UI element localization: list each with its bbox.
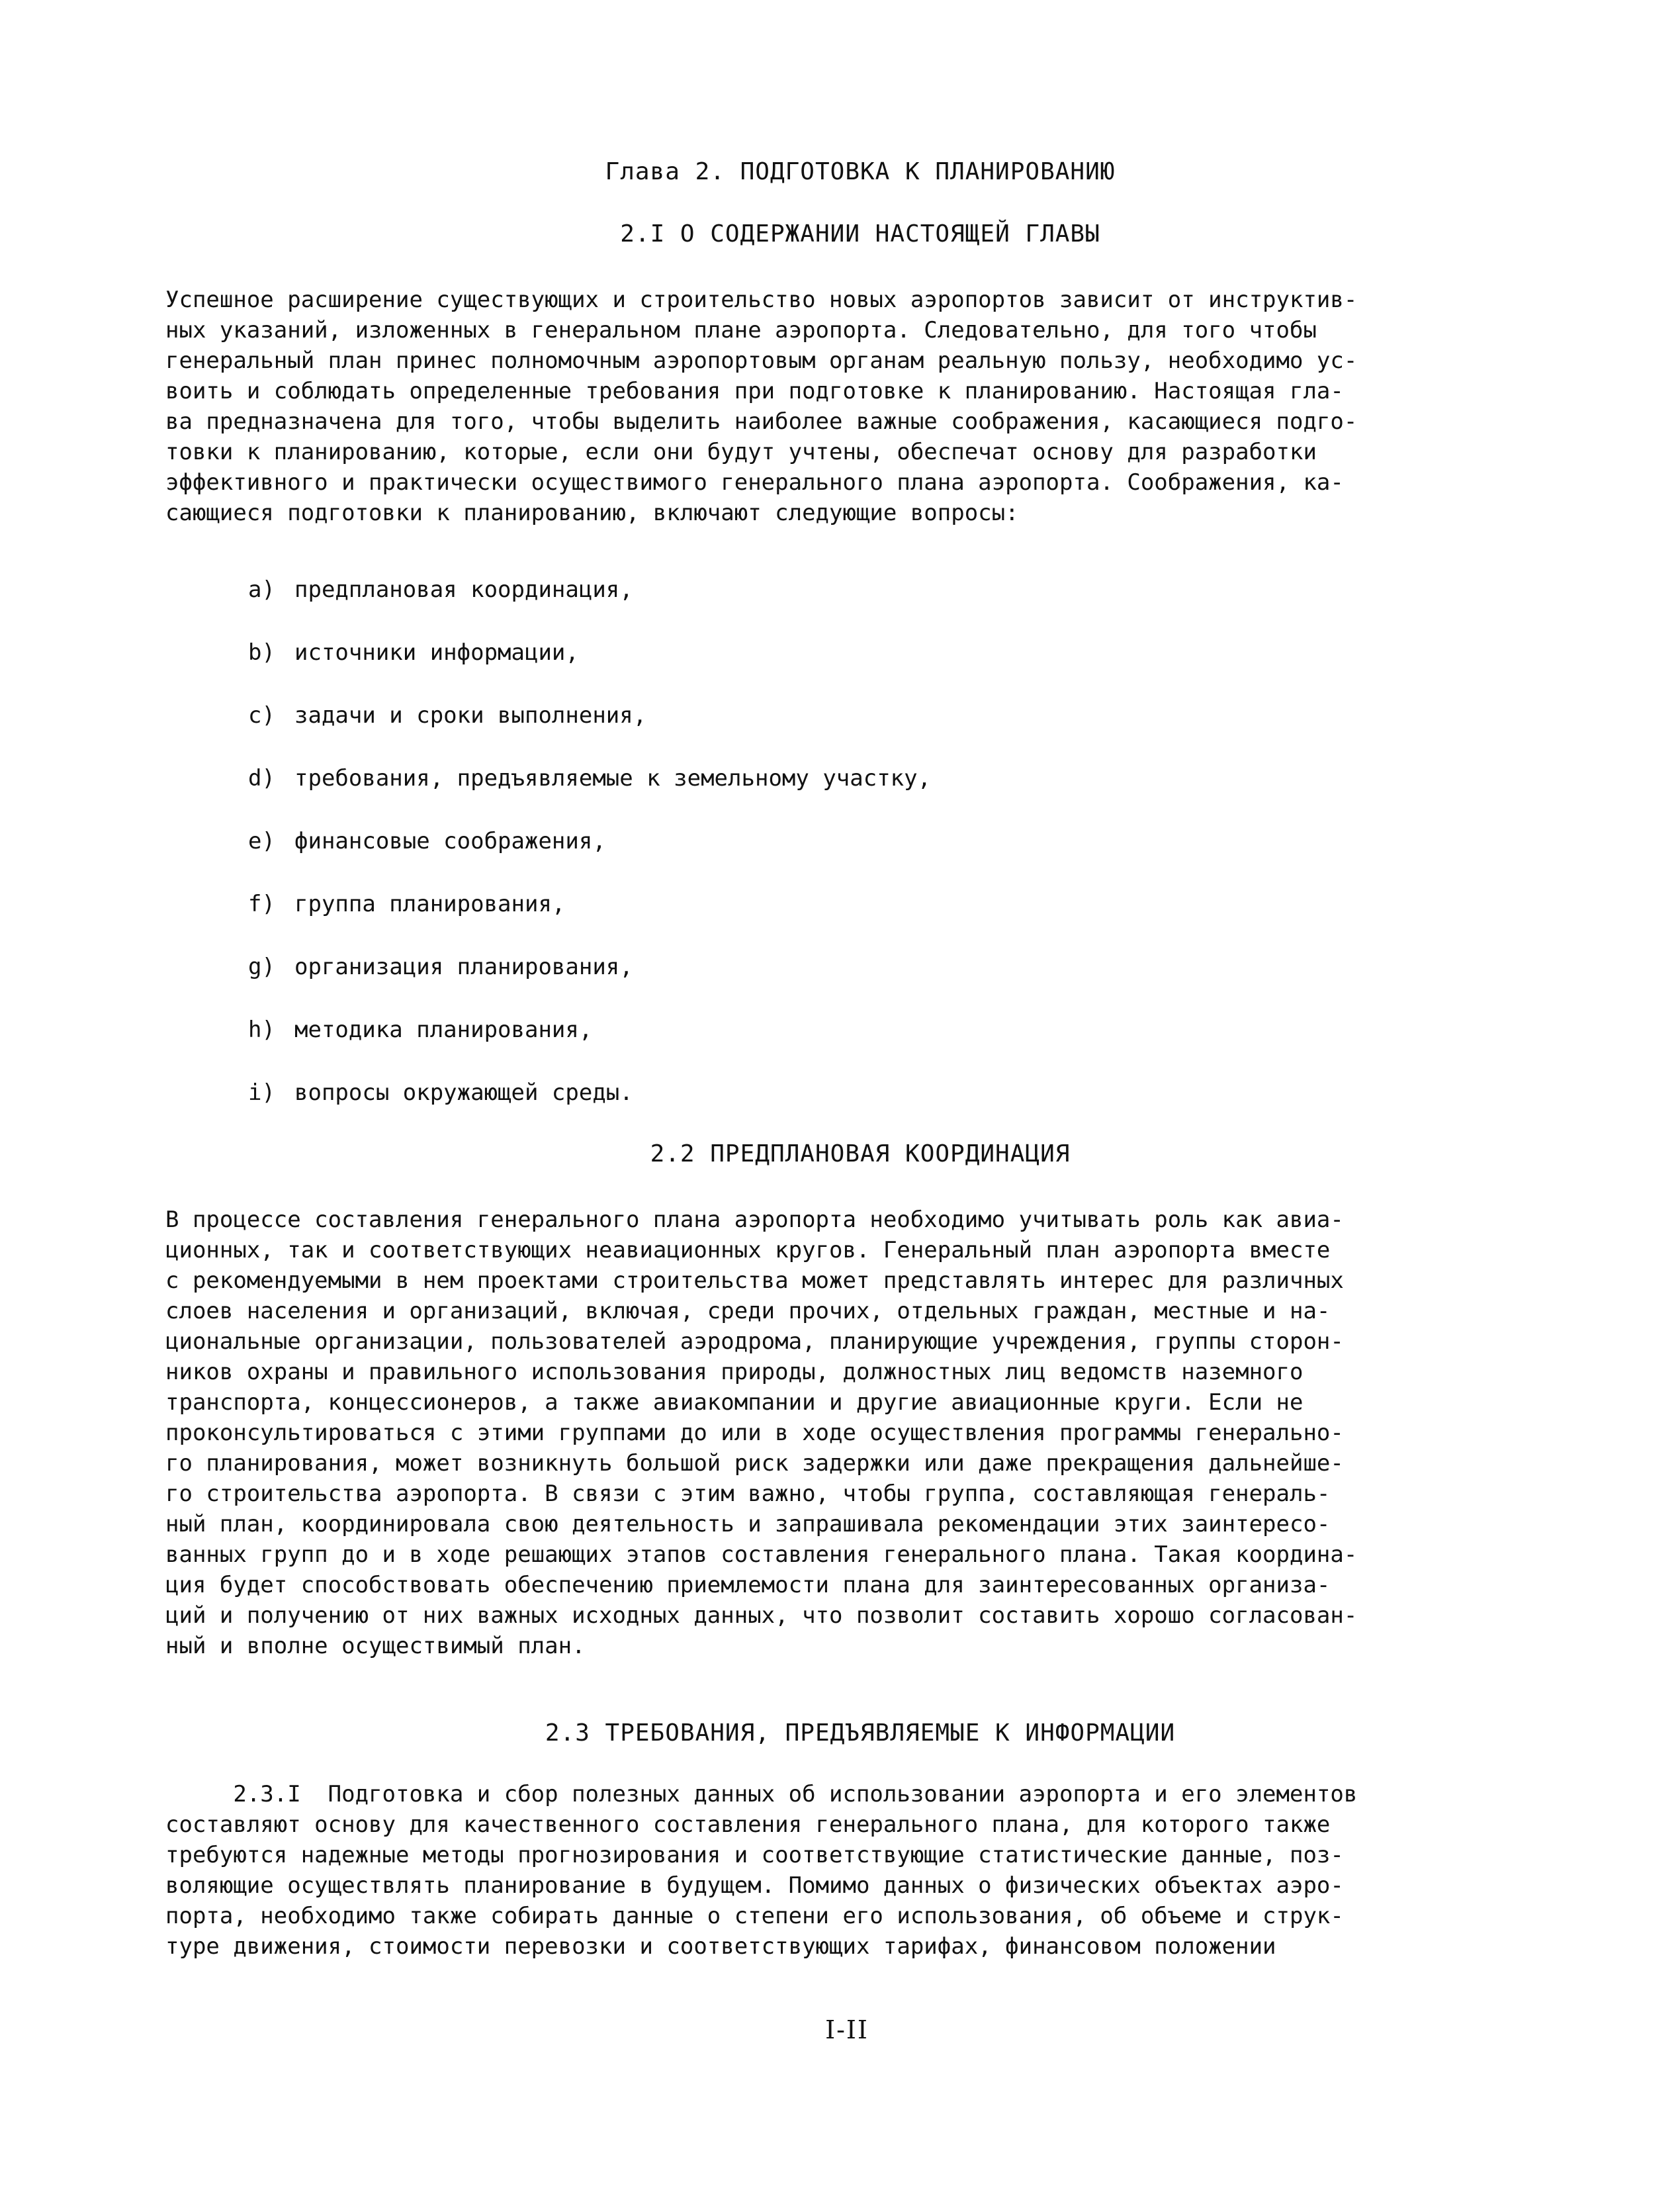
- list-item-text: вопросы окружающей среды.: [294, 1079, 633, 1106]
- paragraph-line: сающиеся подготовки к планированию, включают следующие вопросы:: [165, 500, 1019, 526]
- section-2-1-paragraph: [165, 285, 1575, 528]
- paragraph-line: ный план, координировала свою деятельность и запрашивала рекомендации этих заинтересо-: [165, 1511, 1331, 1537]
- list-item: [248, 637, 579, 668]
- section-2-2-title: 2.2 ПРЕДПЛАНОВАЯ КООРДИНАЦИЯ: [650, 1140, 1071, 1167]
- list-item: [248, 952, 633, 982]
- paragraph-line: транспорта, концессионеров, а также авиакомпании и другие авиационные круги. Если не: [165, 1389, 1304, 1416]
- list-marker: c): [248, 702, 275, 729]
- list-item-text: источники информации,: [294, 639, 579, 666]
- paragraph-line: требуются надежные методы прогнозирования и соответствующие статистические данные, поз-: [165, 1842, 1344, 1868]
- paragraph-line: с рекомендуемыми в нем проектами строительства может представлять интерес для различных: [165, 1267, 1344, 1294]
- paragraph-line: воляющие осуществлять планирование в будущем. Помимо данных о физических объектах аэро-: [165, 1872, 1344, 1899]
- list-item-text: предплановая координация,: [294, 576, 633, 603]
- list-marker: b): [248, 639, 275, 666]
- list-item-text: финансовые соображения,: [294, 828, 606, 854]
- list-item: [248, 889, 565, 919]
- list-item: [248, 1077, 633, 1108]
- list-item-text: методика планирования,: [294, 1017, 593, 1043]
- list-item: [248, 700, 646, 731]
- list-item-text: организация планирования,: [294, 954, 633, 980]
- list-marker: f): [248, 891, 275, 917]
- paragraph-line: Успешное расширение существующих и строительство новых аэропортов зависит от инструктив-: [165, 287, 1358, 313]
- list-marker: i): [248, 1079, 275, 1106]
- paragraph-line: ция будет способствовать обеспечению приемлемости плана для заинтересованных организа-: [165, 1572, 1331, 1598]
- list-item-text: группа планирования,: [294, 891, 566, 917]
- paragraph-line: воить и соблюдать определенные требования при подготовке к планированию. Настоящая гла-: [165, 378, 1344, 404]
- paragraph-line: эффективного и практически осуществимого генерального плана аэропорта. Соображения, ка-: [165, 469, 1344, 496]
- list-item: [248, 826, 606, 856]
- paragraph-line: ционных, так и соответствующих неавиационных кругов. Генеральный план аэропорта вместе: [165, 1237, 1331, 1263]
- list-marker: h): [248, 1017, 275, 1043]
- paragraph-line: ванных групп до и в ходе решающих этапов составления генерального плана. Такая координа-: [165, 1541, 1358, 1568]
- section-2-2-paragraph: [165, 1205, 1575, 1661]
- paragraph-line: го строительства аэропорта. В связи с этим важно, чтобы группа, составляющая генераль-: [165, 1481, 1331, 1507]
- list-item: [248, 574, 633, 605]
- list-marker: e): [248, 828, 275, 854]
- paragraph-line: составляют основу для качественного составления генерального плана, для которого также: [165, 1811, 1331, 1838]
- paragraph-line: ный и вполне осуществимый план.: [165, 1633, 586, 1659]
- paragraph-line: генеральный план принес полномочным аэропортовым органам реальную пользу, необходимо ус-: [165, 347, 1358, 374]
- section-2-1-title: 2.I О СОДЕРЖАНИИ НАСТОЯЩЕЙ ГЛАВЫ: [620, 220, 1100, 248]
- page-number: I-II: [825, 2015, 869, 2044]
- paragraph-line: ций и получению от них важных исходных данных, что позволит составить хорошо согласован-: [165, 1602, 1358, 1629]
- paragraph-line: туре движения, стоимости перевозки и соответствующих тарифах, финансовом положении: [165, 1933, 1276, 1960]
- paragraph-line: слоев населения и организаций, включая, среди прочих, отдельных граждан, местные и на-: [165, 1298, 1331, 1324]
- paragraph-line: ных указаний, изложенных в генеральном плане аэропорта. Следовательно, для того чтобы: [165, 317, 1317, 343]
- list-item: [248, 1015, 592, 1045]
- list-item: [248, 763, 931, 794]
- paragraph-line: 2.3.I Подготовка и сбор полезных данных об использовании аэропорта и его элементов: [165, 1781, 1358, 1807]
- paragraph-line: го планирования, может возникнуть большой риск задержки или даже прекращения дальнейше-: [165, 1450, 1344, 1477]
- list-marker: g): [248, 954, 275, 980]
- chapter-title: Глава 2. ПОДГОТОВКА К ПЛАНИРОВАНИЮ: [605, 158, 1116, 185]
- list-item-text: требования, предъявляемые к земельному участку,: [294, 765, 932, 792]
- section-2-3-title: 2.3 ТРЕБОВАНИЯ, ПРЕДЪЯВЛЯЕМЫЕ К ИНФОРМАЦИИ: [545, 1719, 1176, 1747]
- list-marker: d): [248, 765, 275, 792]
- paragraph-line: циональные организации, пользователей аэродрома, планирующие учреждения, группы сторон-: [165, 1328, 1344, 1355]
- paragraph-line: ва предназначена для того, чтобы выделить наиболее важные соображения, касающиеся подго-: [165, 408, 1358, 435]
- section-2-3-paragraph: [165, 1779, 1575, 1962]
- list-item-text: задачи и сроки выполнения,: [294, 702, 647, 729]
- paragraph-line: порта, необходимо также собирать данные о степени его использования, об объеме и струк-: [165, 1903, 1344, 1929]
- paragraph-line: ников охраны и правильного использования природы, должностных лиц ведомств наземного: [165, 1359, 1304, 1385]
- list-marker: a): [248, 576, 275, 603]
- paragraph-line: проконсультироваться с этими группами до или в ходе осуществления программы генерально-: [165, 1420, 1344, 1446]
- paragraph-line: товки к планированию, которые, если они будут учтены, обеспечат основу для разработки: [165, 439, 1317, 465]
- paragraph-line: В процессе составления генерального плана аэропорта необходимо учитывать роль как авиа-: [165, 1207, 1344, 1233]
